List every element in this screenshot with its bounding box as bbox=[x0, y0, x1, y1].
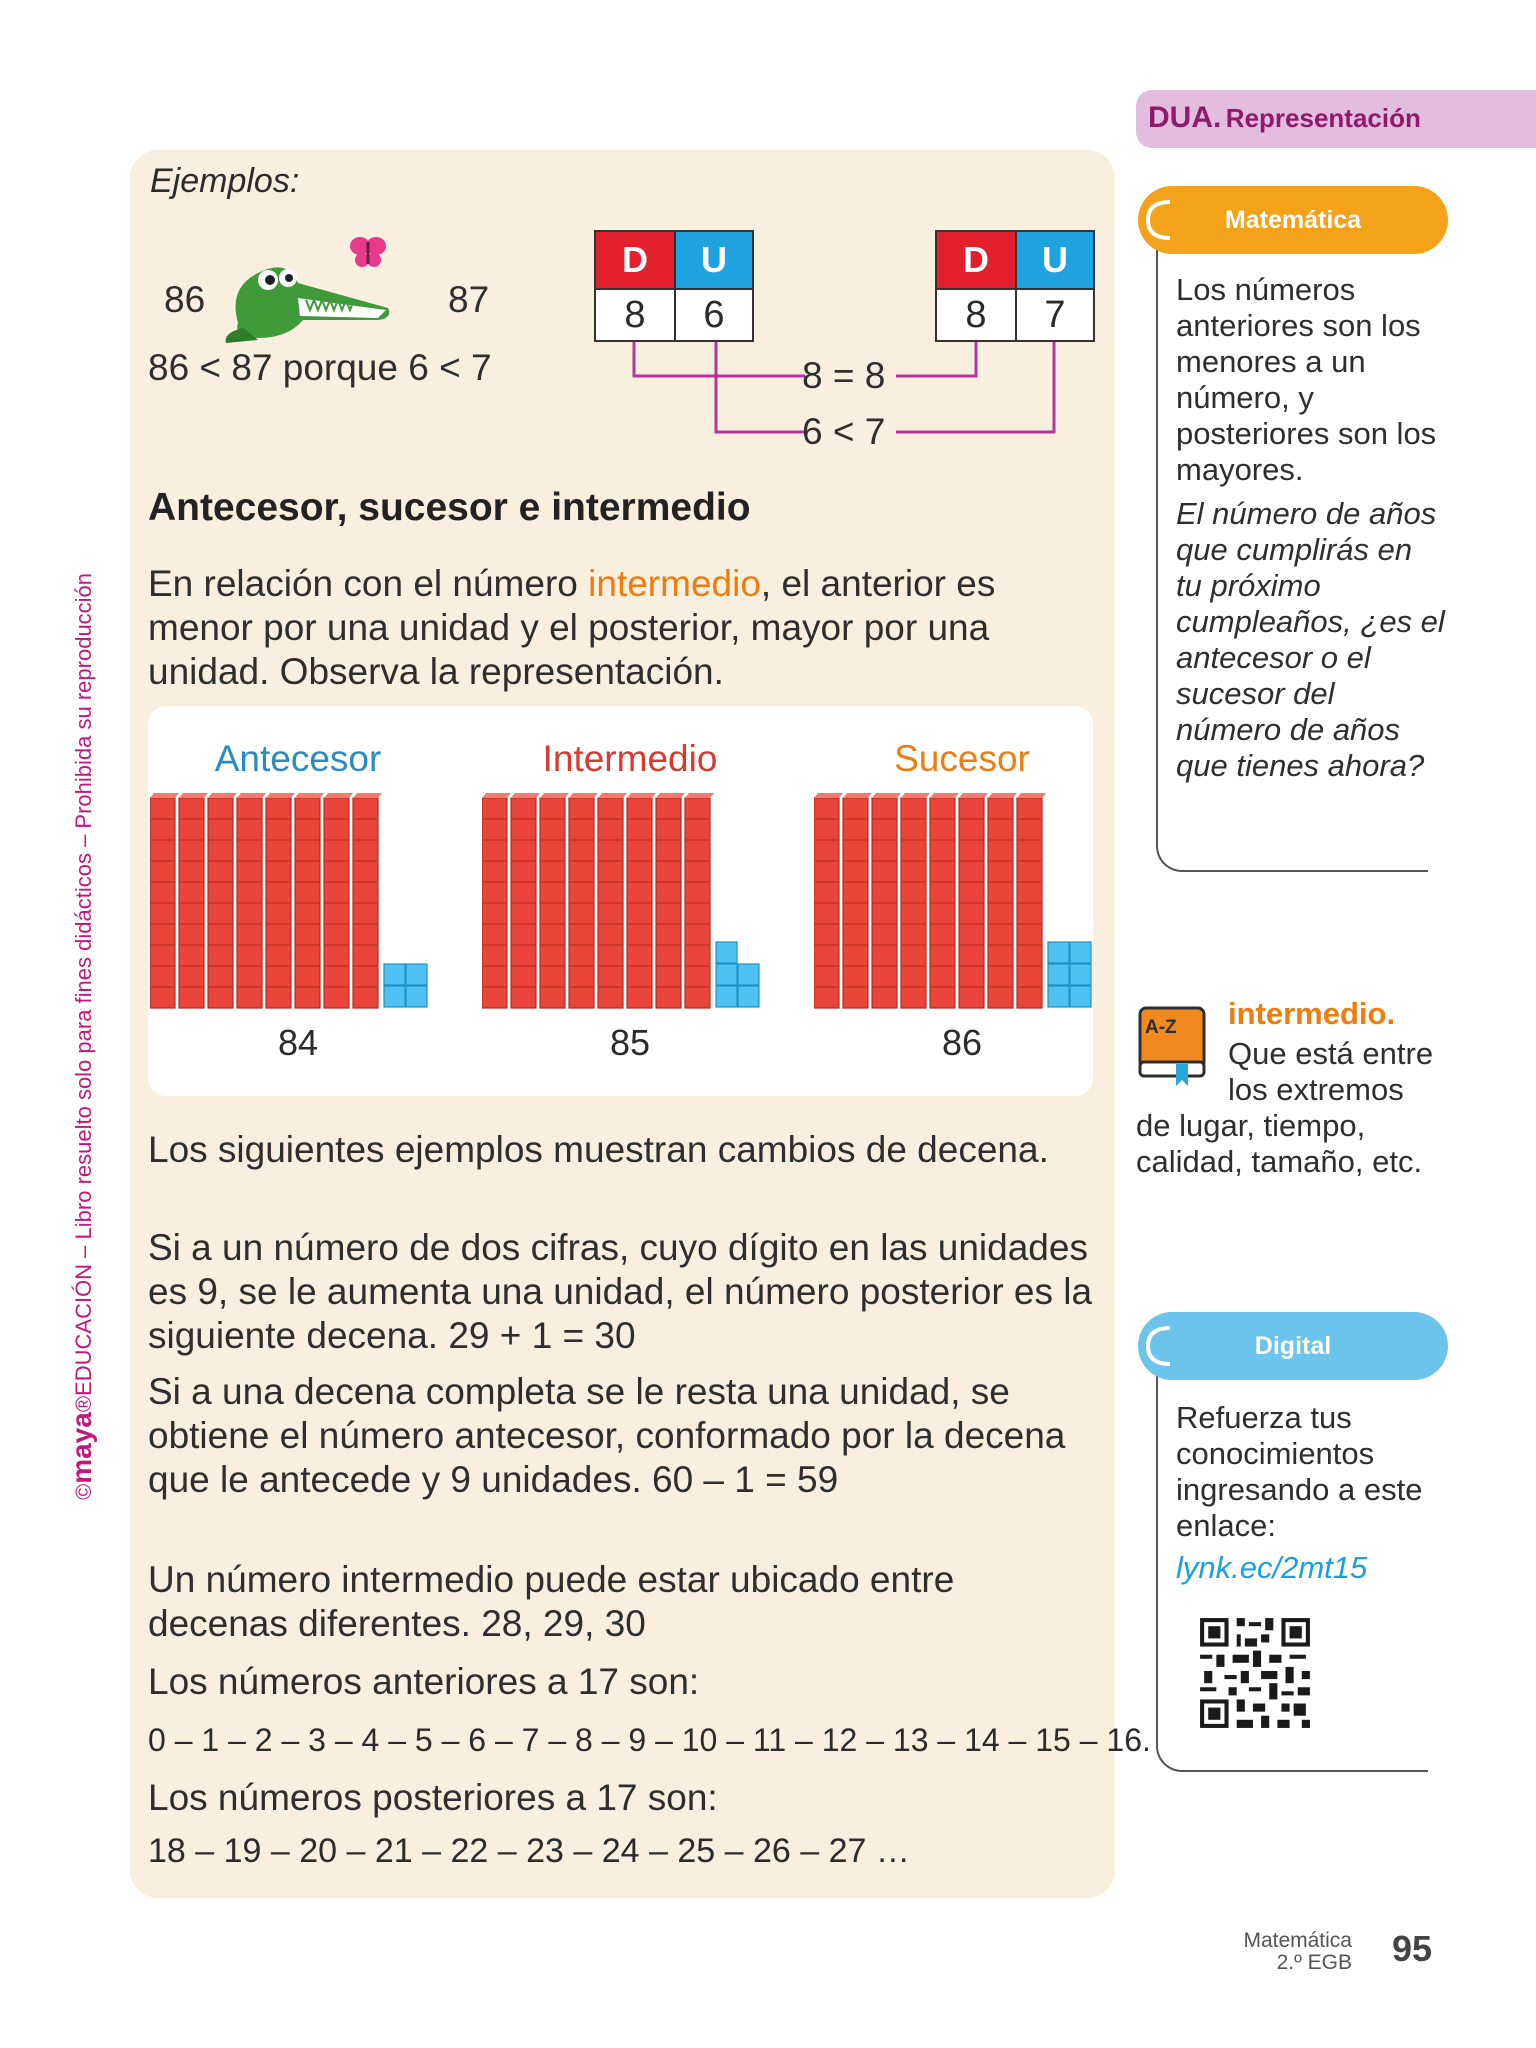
units-header: U bbox=[674, 232, 752, 288]
units-digit: 6 bbox=[674, 288, 752, 340]
unit-cube bbox=[384, 964, 405, 985]
ten-rod-top bbox=[814, 793, 843, 798]
hook-icon bbox=[1140, 196, 1180, 244]
paragraph-next-decade: Si a un número de dos cifras, cuyo dígito en las unidades es 9, se le aumenta una unidad, el número posterior es la siguiente decena. 29 + 1 = 30 bbox=[148, 1227, 1093, 1356]
digital-tab-label: Digital bbox=[1254, 1331, 1332, 1360]
unit-cube bbox=[384, 986, 405, 1007]
ten-rod-top bbox=[266, 793, 295, 798]
previous-numbers-list: 0 – 1 – 2 – 3 – 4 – 5 – 6 – 7 – 8 – 9 – 10 – 11 – 12 – 13 – 14 – 15 – 16. bbox=[148, 1722, 1151, 1758]
units-header: U bbox=[1015, 232, 1093, 288]
paragraph-intermediate: Un número intermedio puede estar ubicado entre decenas diferentes. 28, 29, 30 bbox=[148, 1559, 955, 1644]
ten-rod-top bbox=[208, 793, 237, 798]
examples-title: Ejemplos: bbox=[150, 162, 300, 200]
ten-rod-top bbox=[1017, 793, 1046, 798]
brand-logo: maya bbox=[66, 1412, 97, 1484]
paragraph-intro: Los siguientes ejemplos muestran cambios de decena. bbox=[148, 1129, 1049, 1170]
footer-subject-name: Matemática bbox=[1243, 1929, 1352, 1952]
representation-number: 86 bbox=[941, 1022, 983, 1063]
units-digit: 7 bbox=[1015, 288, 1093, 340]
glossary-term: intermedio. bbox=[1228, 996, 1396, 1031]
unit-cube bbox=[406, 964, 427, 985]
ten-rod-top bbox=[324, 793, 353, 798]
ten-rod-top bbox=[843, 793, 872, 798]
base-ten-blocks bbox=[150, 792, 450, 1012]
math-note-question: El número de años que cumplirás en tu próximo cumpleaños, ¿es el antecesor o el sucesor del número de años que tienes ahora? bbox=[1176, 496, 1445, 783]
crocodile-icon bbox=[218, 228, 398, 346]
math-note-text: Los números anteriores son los menores a un número, y posteriores son los mayores. bbox=[1176, 272, 1437, 487]
ten-rod-top bbox=[353, 793, 382, 798]
hook-icon bbox=[1140, 1322, 1180, 1370]
next-numbers-title: Los números posteriores a 17 son: bbox=[148, 1777, 718, 1818]
copyright-text: EDUCACIÓN – Libro resuelto solo para fines didácticos – Prohibida su reproducción bbox=[71, 572, 96, 1396]
copyright-notice bbox=[62, 540, 102, 1500]
digital-tab bbox=[1138, 1312, 1448, 1380]
unit-cube bbox=[1070, 942, 1091, 963]
tens-digit: 8 bbox=[596, 288, 674, 340]
ten-rod-top bbox=[959, 793, 988, 798]
footer-grade: 2.º EGB bbox=[1276, 1951, 1352, 1974]
math-tab bbox=[1138, 186, 1448, 254]
representation-number: 84 bbox=[277, 1022, 319, 1063]
tens-comparison: 8 = 8 bbox=[802, 355, 886, 396]
glossary-definition-2: de lugar, tiempo, calidad, tamaño, etc. bbox=[1136, 1108, 1423, 1179]
ten-rod-top bbox=[901, 793, 930, 798]
representation-label: Representación bbox=[1225, 103, 1421, 133]
representation-number: 85 bbox=[609, 1022, 651, 1063]
unit-cube bbox=[738, 964, 759, 985]
registered-mark: ® bbox=[71, 1395, 96, 1413]
next-numbers-list: 18 – 19 – 20 – 21 – 22 – 23 – 24 – 25 – 26 – 27 … bbox=[148, 1832, 910, 1870]
ten-rod-top bbox=[482, 793, 511, 798]
unit-cube bbox=[1048, 942, 1069, 963]
ten-rod-top bbox=[569, 793, 598, 798]
ten-rod-top bbox=[237, 793, 266, 798]
paragraph-prev-decade: Si a una decena completa se le resta una unidad, se obtiene el número antecesor, conformado por la decena que le antecede y 9 unidades. 60 – 1 = 59 bbox=[148, 1371, 1066, 1500]
previous-numbers-title: Los números anteriores a 17 son: bbox=[148, 1661, 700, 1702]
compare-right-number: 87 bbox=[448, 279, 490, 320]
representation-label: Intermedio bbox=[542, 738, 718, 779]
digital-note-text: Refuerza tus conocimientos ingresando a este enlace: bbox=[1176, 1400, 1423, 1543]
glossary-definition-1: Que está entre los extremos bbox=[1228, 1036, 1434, 1107]
ten-rod-top bbox=[930, 793, 959, 798]
representation-label: Sucesor bbox=[894, 738, 1030, 779]
tens-header: D bbox=[937, 232, 1015, 288]
tens-digit: 8 bbox=[937, 288, 1015, 340]
dua-label: DUA. bbox=[1148, 101, 1222, 134]
copyright-symbol: © bbox=[71, 1483, 96, 1500]
ten-rod-top bbox=[872, 793, 901, 798]
unit-cube bbox=[1048, 986, 1069, 1007]
unit-cube bbox=[738, 986, 759, 1007]
base-ten-blocks bbox=[814, 792, 1114, 1012]
digital-link[interactable]: lynk.ec/2mt15 bbox=[1176, 1550, 1368, 1585]
ten-rod-top bbox=[511, 793, 540, 798]
unit-cube bbox=[1048, 964, 1069, 985]
intro-after: , el anterior es menor por una unidad y el posterior, mayor por una unidad. Observa la representación. bbox=[148, 563, 996, 692]
du-table-87 bbox=[935, 230, 1095, 342]
intro-paragraph bbox=[148, 562, 1078, 694]
ten-rod-top bbox=[685, 793, 714, 798]
section-title: Antecesor, sucesor e intermedio bbox=[148, 486, 751, 529]
compare-statement: 86 < 87 porque 6 < 7 bbox=[148, 347, 492, 388]
math-tab-label: Matemática bbox=[1224, 205, 1362, 234]
tens-header: D bbox=[596, 232, 674, 288]
unit-cube bbox=[716, 964, 737, 985]
qr-code-icon[interactable] bbox=[1196, 1614, 1314, 1732]
ten-rod-top bbox=[179, 793, 208, 798]
unit-cube bbox=[1070, 986, 1091, 1007]
unit-cube bbox=[406, 986, 427, 1007]
ten-rod-top bbox=[656, 793, 685, 798]
ten-rod-top bbox=[988, 793, 1017, 798]
ten-rod-top bbox=[540, 793, 569, 798]
ten-rod-top bbox=[295, 793, 324, 798]
unit-cube bbox=[716, 986, 737, 1007]
unit-cube bbox=[1070, 964, 1091, 985]
base-ten-blocks bbox=[482, 792, 782, 1012]
unit-cube bbox=[716, 942, 737, 963]
units-comparison: 6 < 7 bbox=[802, 411, 886, 452]
glossary-icon-text: A-Z bbox=[1145, 1017, 1177, 1038]
ten-rod-top bbox=[150, 793, 179, 798]
ten-rod-top bbox=[598, 793, 627, 798]
compare-left-number: 86 bbox=[164, 279, 206, 320]
representation-label: Antecesor bbox=[214, 738, 382, 779]
intro-highlight: intermedio bbox=[588, 563, 761, 604]
footer-subject bbox=[1243, 1930, 1352, 1974]
dua-banner bbox=[1136, 90, 1536, 148]
ten-rod-top bbox=[627, 793, 656, 798]
page-number: 95 bbox=[1391, 1928, 1432, 1969]
du-table-86 bbox=[594, 230, 754, 342]
intro-before: En relación con el número bbox=[148, 563, 589, 604]
